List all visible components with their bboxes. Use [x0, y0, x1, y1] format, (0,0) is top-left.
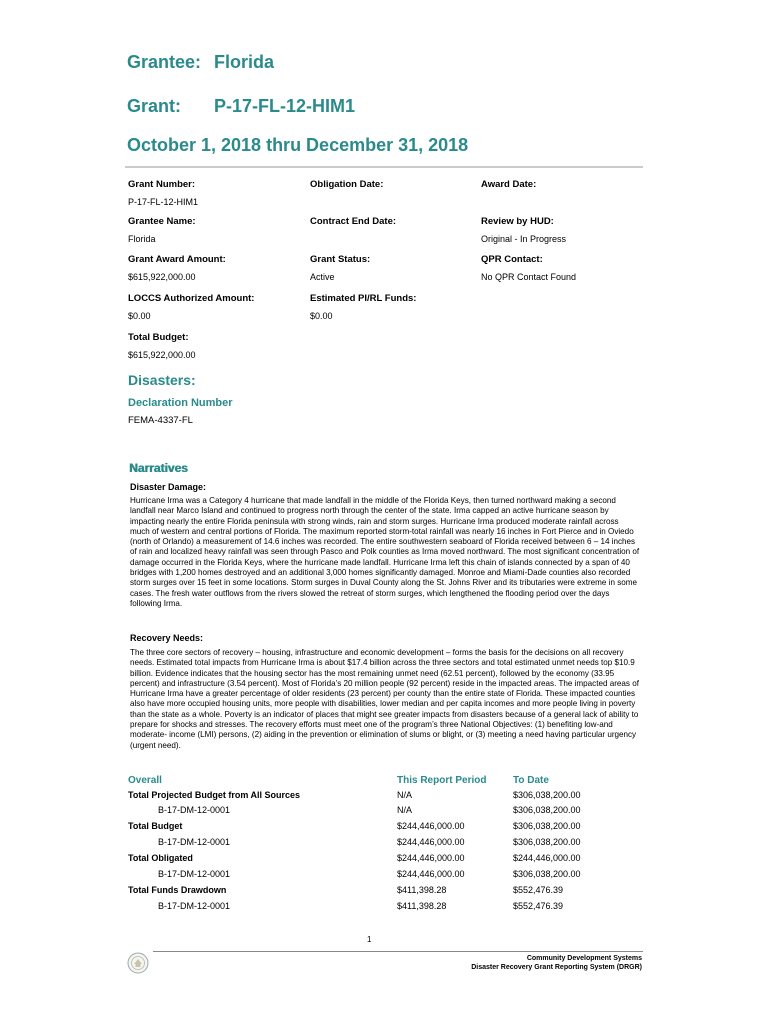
disasters-heading: Disasters: [128, 372, 196, 388]
row-label: Total Projected Budget from All Sources [128, 790, 301, 800]
table-row [128, 821, 648, 835]
disaster-damage-text: Hurricane Irma was a Category 4 hurricane that made landfall in the middle of the Florida Keys, then turned northward making a second landfall near Marco Island and continued to progress north through the center of the state. Irma capped an active hurricane season by impacting nearly the entire Florida peninsula with strong winds, rain and storm surges. Hurricane Irma produced moderate rainfall across much of western and central portions of Florida. The maximum reported storm-total rainfall was nearly 16 inches in Fort Pierce and in Oviedo (north of Orlando) a measurement of 14.6 inches was recorded. The entire southwestern seaboard of Florida received between 6 – 14 inches of rain and localized heavy rainfall was seen through Pasco and Polk counties as Irma moved northward. The most significant concentration of damage occurred in the Florida Keys, where the hurricane made landfall. Hurricane Irma left this chain of islands connected by a span of 40 bridges with 1,200 homes destroyed and an additional 3,000 homes significantly damaged. Monroe and Miami-Dade counties also recorded storm surges over 15 feet in some locations. Storm surges in Duval County along the St. Johns River and its tributaries were extreme in some cases. The fresh water outflows from the rivers slowed the retreat of storm surges, which lengthened the flooding period over the days following Irma. [130, 496, 640, 608]
footer-line-2: Disaster Recovery Grant Reporting System (DRGR) [471, 964, 642, 971]
row-label: B-17-DM-12-0001 [158, 805, 231, 815]
row-to-date: $306,038,200.00 [513, 837, 581, 847]
row-period: N/A [397, 790, 413, 800]
row-to-date: $552,476.39 [513, 901, 564, 911]
row-period: $411,398.28 [397, 885, 447, 895]
row-to-date: $552,476.39 [513, 885, 564, 895]
total-budget-value: $615,922,000.00 [128, 350, 196, 360]
award-date-field [481, 179, 536, 197]
grantee-label: Grantee: [127, 52, 202, 72]
table-row [128, 901, 648, 915]
row-period: $411,398.28 [397, 901, 447, 911]
table-row [128, 805, 648, 819]
loccs-amount-field [128, 293, 254, 321]
header-divider [125, 166, 643, 168]
grant-status-label: Grant Status: [310, 254, 371, 265]
header-overall: Overall [128, 775, 162, 786]
grantee-value: Florida [214, 52, 275, 72]
grantee-name-label: Grantee Name: [128, 216, 196, 227]
row-label: B-17-DM-12-0001 [158, 869, 231, 879]
declaration-number-label: Declaration Number [128, 397, 233, 409]
table-row [128, 790, 648, 804]
table-row [128, 885, 648, 899]
row-period: $244,446,000.00 [397, 837, 465, 847]
footer-divider [153, 951, 643, 952]
estimated-pirl-field [310, 293, 416, 321]
grant-number-label: Grant Number: [128, 179, 196, 190]
row-label: B-17-DM-12-0001 [158, 837, 231, 847]
row-label: Total Funds Drawdown [128, 885, 227, 895]
total-budget-field [128, 332, 196, 360]
declaration-number-value: FEMA-4337-FL [128, 415, 193, 426]
loccs-amount-value: $0.00 [128, 311, 151, 321]
row-label: Total Budget [128, 821, 183, 831]
grant-label: Grant: [127, 96, 181, 116]
disaster-damage-label: Disaster Damage: [130, 482, 207, 492]
table-row [128, 869, 648, 883]
row-to-date: $306,038,200.00 [513, 869, 581, 879]
qpr-contact-value: No QPR Contact Found [481, 272, 577, 282]
obligation-date-field [310, 179, 383, 197]
review-by-hud-value: Original - In Progress [481, 234, 567, 244]
qpr-contact-label: QPR Contact: [481, 254, 543, 265]
grantee-name-field [128, 216, 196, 244]
page-number: 1 [367, 935, 372, 944]
grant-status-field [310, 254, 370, 282]
narratives-heading: Narratives [129, 461, 188, 475]
table-row [128, 837, 648, 851]
grantee-heading [127, 52, 275, 73]
row-period: $244,446,000.00 [397, 821, 465, 831]
row-label: Total Obligated [128, 853, 193, 863]
total-budget-label: Total Budget: [128, 332, 189, 343]
estimated-pirl-value: $0.00 [310, 311, 333, 321]
estimated-pirl-label: Estimated PI/RL Funds: [310, 293, 417, 304]
row-to-date: $306,038,200.00 [513, 805, 581, 815]
footer-line-1: Community Development Systems [526, 955, 642, 962]
grant-value: P-17-FL-12-HIM1 [214, 96, 356, 116]
grant-number-field [128, 179, 198, 207]
recovery-needs-label: Recovery Needs: [130, 633, 204, 643]
row-to-date: $306,038,200.00 [513, 790, 581, 800]
recovery-needs-text: The three core sectors of recovery – housing, infrastructure and economic development – forms the basis for the decisions on all recovery needs. Estimated total impacts from Hurricane Irma is about $17.4 billion across the three sectors and total estimated unmet needs top $10.9 billion. Evidence indicates that the housing sector has the most remaining unmet need (62.51 percent), followed by the economy (33.95 percent) and infrastructure (3.54 percent). Most of Florida’s 20 million people (92 percent) reside in the impacted areas. The impacted areas of Hurricane Irma have a greater percentage of older residents (23 percent) per county than the entire state of Florida. These impacted counties also have more occupied housing units, more people with disabilities, lower median and per capita incomes and more people living in poverty than the state as a whole. Poverty is an indicator of places that might see greater impacts from disasters because of a general lack of ability to prepare for shocks and stresses. The recovery efforts must meet one of the program’s three National Objectives: (1) benefiting low-and moderate- income (LMI) persons, (2) aiding in the prevention or elimination of slums or blight, or (3) meeting a need having particular urgency (urgent need). [130, 648, 639, 750]
header-to-date: To Date [513, 775, 549, 786]
award-date-label: Award Date: [481, 179, 537, 190]
grant-award-amount-field [128, 254, 226, 282]
report-period-heading: October 1, 2018 thru December 31, 2018 [127, 135, 469, 155]
contract-end-date-label: Contract End Date: [310, 216, 397, 227]
grant-award-amount-label: Grant Award Amount: [128, 254, 226, 265]
loccs-amount-label: LOCCS Authorized Amount: [128, 293, 255, 304]
row-label: B-17-DM-12-0001 [158, 901, 231, 911]
qpr-contact-field [481, 254, 576, 282]
grant-award-amount-value: $615,922,000.00 [128, 272, 196, 282]
grant-status-value: Active [310, 272, 335, 282]
obligation-date-label: Obligation Date: [310, 179, 384, 190]
table-row [128, 853, 648, 867]
table-header-row [128, 775, 648, 789]
header-this-report-period: This Report Period [397, 775, 487, 786]
row-period: $244,446,000.00 [397, 869, 465, 879]
grantee-name-value: Florida [128, 234, 156, 244]
row-to-date: $244,446,000.00 [513, 853, 581, 863]
row-to-date: $306,038,200.00 [513, 821, 581, 831]
grant-number-value: P-17-FL-12-HIM1 [128, 197, 199, 207]
hud-seal-icon [127, 952, 149, 974]
review-by-hud-label: Review by HUD: [481, 216, 554, 227]
grant-heading [127, 96, 356, 117]
row-period: $244,446,000.00 [397, 853, 465, 863]
row-period: N/A [397, 805, 413, 815]
contract-end-date-field [310, 216, 396, 234]
review-by-hud-field [481, 216, 566, 244]
